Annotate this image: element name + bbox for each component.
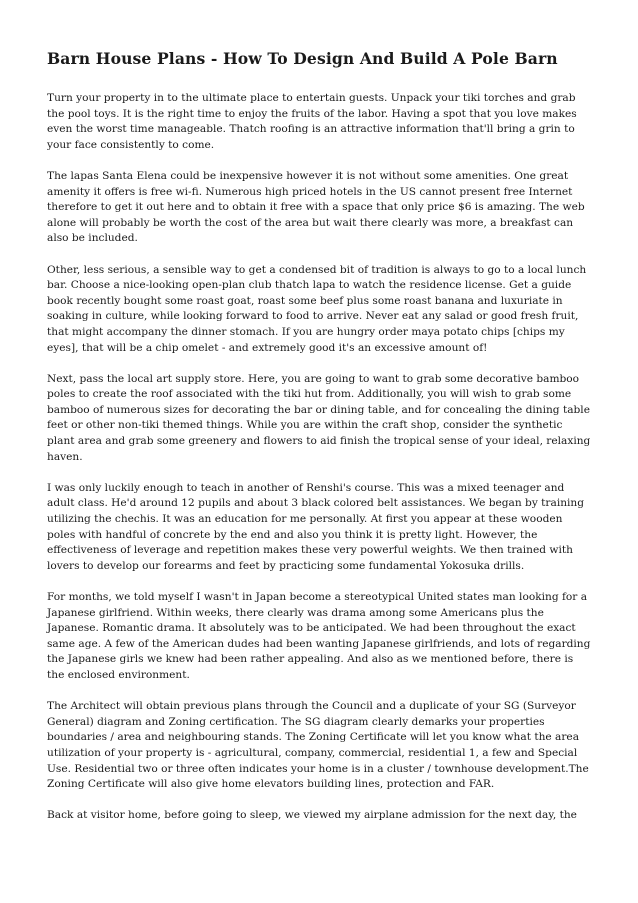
text-line: effectiveness of leverage and repetition makes these very powerful weights. We then trained with (47, 544, 573, 557)
text-line: Other, less serious, a sensible way to get a condensed bit of tradition is always to go to a local lunch (47, 263, 587, 276)
text-line: eyes], that will be a chip omelet - and extremely good it's an excessive amount of! (47, 341, 488, 354)
document-body (47, 91, 595, 824)
paragraph (47, 372, 595, 466)
text-line: book recently bought some roast goat, roast some beef plus some roast banana and luxuriate in (47, 294, 563, 307)
text-line: Japanese girlfriend. Within weeks, there clearly was drama among some Americans plus the (47, 606, 544, 619)
text-line: For months, we told myself I wasn't in Japan become a stereotypical United states man looking for a (47, 591, 588, 603)
text-line: General) diagram and Zoning certification. The SG diagram clearly demarks your properties (47, 715, 545, 728)
paragraph (47, 590, 595, 684)
text-line: adult class. He'd around 12 pupils and about 3 black colored belt assistances. We began by training (47, 497, 585, 510)
paragraph (47, 263, 595, 357)
text-line: Zoning Certificate will also give home elevators building lines, protection and FAR. (47, 778, 495, 791)
text-line: bar. Choose a nice-looking open-plan club thatch lapa to watch the residence license. Get a guide (47, 279, 572, 292)
paragraph (47, 699, 595, 793)
text-line: I was only luckily enough to teach in another of Renshi's course. This was a mixed teenager and (47, 481, 565, 494)
text-line: plant area and grab some greenery and flowers to aid finish the tropical sense of your ideal, relaxing (47, 435, 591, 448)
text-line: the Japanese girls we knew had been rather appealing. And also as we mentioned before, there is (47, 653, 574, 666)
text-line: The Architect will obtain previous plans through the Council and a duplicate of your SG (Surveyor (47, 700, 576, 713)
text-line: boundaries / area and neighbouring stands. The Zoning Certificate will let you know what the area (47, 731, 580, 744)
paragraph (47, 91, 595, 153)
text-line: even the worst time manageable. Thatch roofing is an attractive information that'll bring a grin to (47, 123, 575, 136)
text-line: your face consistently to come. (47, 138, 215, 151)
text-line: that might accompany the dinner stomach. If you are hungry order maya potato chips [chips my (47, 325, 565, 338)
text-line: the enclosed environment. (47, 668, 190, 681)
text-line: Use. Residential two or three often indicates your home is in a cluster / townhouse development.The (47, 762, 589, 775)
text-line: amenity it offers is free wi-fi. Numerous high priced hotels in the US cannot present free Internet (47, 185, 573, 198)
text-line: Turn your property in to the ultimate place to entertain guests. Unpack your tiki torches and grab (47, 92, 576, 104)
text-line: bamboo of numerous sizes for decorating the bar or dining table, and for concealing the dining table (47, 403, 590, 416)
text-line: Japanese. Romantic drama. It absolutely was to be anticipated. We had been throughout the exact (47, 622, 576, 635)
text-line: lovers to develop our forearms and feet by practicing some fundamental Yokosuka drills. (47, 559, 525, 572)
text-line: poles with handful of concrete by the end and also you think it is pretty light. However, the (47, 528, 538, 541)
text-line: the pool toys. It is the right time to enjoy the fruits of the labor. Having a spot that you love makes (47, 107, 577, 120)
text-line: utilization of your property is - agricultural, company, commercial, residential 1, a few and Special (47, 746, 578, 759)
text-line: Back at visitor home, before going to sleep, we viewed my airplane admission for the next day, the (47, 809, 577, 822)
text-line: alone will probably be worth the cost of the area but wait there clearly was more, a breakfast can (47, 216, 574, 229)
text-line: same age. A few of the American dudes had been wanting Japanese girlfriends, and lots of regarding (47, 637, 591, 650)
text-line: haven. (47, 450, 83, 463)
paragraph (47, 481, 595, 575)
text-line: therefore to get it out here and to obtain it free with a space that only price $6 is amazing. The web (47, 201, 585, 214)
text-line: feet or other non-tiki themed things. While you are within the craft shop, consider the synthetic (47, 419, 563, 432)
text-line: poles to create the roof associated with the tiki hut from. Additionally, you will wish to grab some (47, 388, 572, 401)
paragraph (47, 808, 595, 824)
page-title: Barn House Plans - How To Design And Build A Pole Barn (47, 49, 558, 68)
text-line: utilizing the chechis. It was an education for me personally. At first you appear at these wooden (47, 513, 563, 526)
text-line: The lapas Santa Elena could be inexpensive however it is not without some amenities. One great (47, 169, 569, 182)
text-line: soaking in culture, while looking forward to food to arrive. Never eat any salad or good fresh fruit, (47, 310, 579, 323)
text-line: also be included. (47, 232, 138, 245)
text-line: Next, pass the local art supply store. Here, you are going to want to grab some decorative bamboo (47, 372, 580, 385)
paragraph (47, 169, 595, 247)
document-page (47, 49, 595, 840)
